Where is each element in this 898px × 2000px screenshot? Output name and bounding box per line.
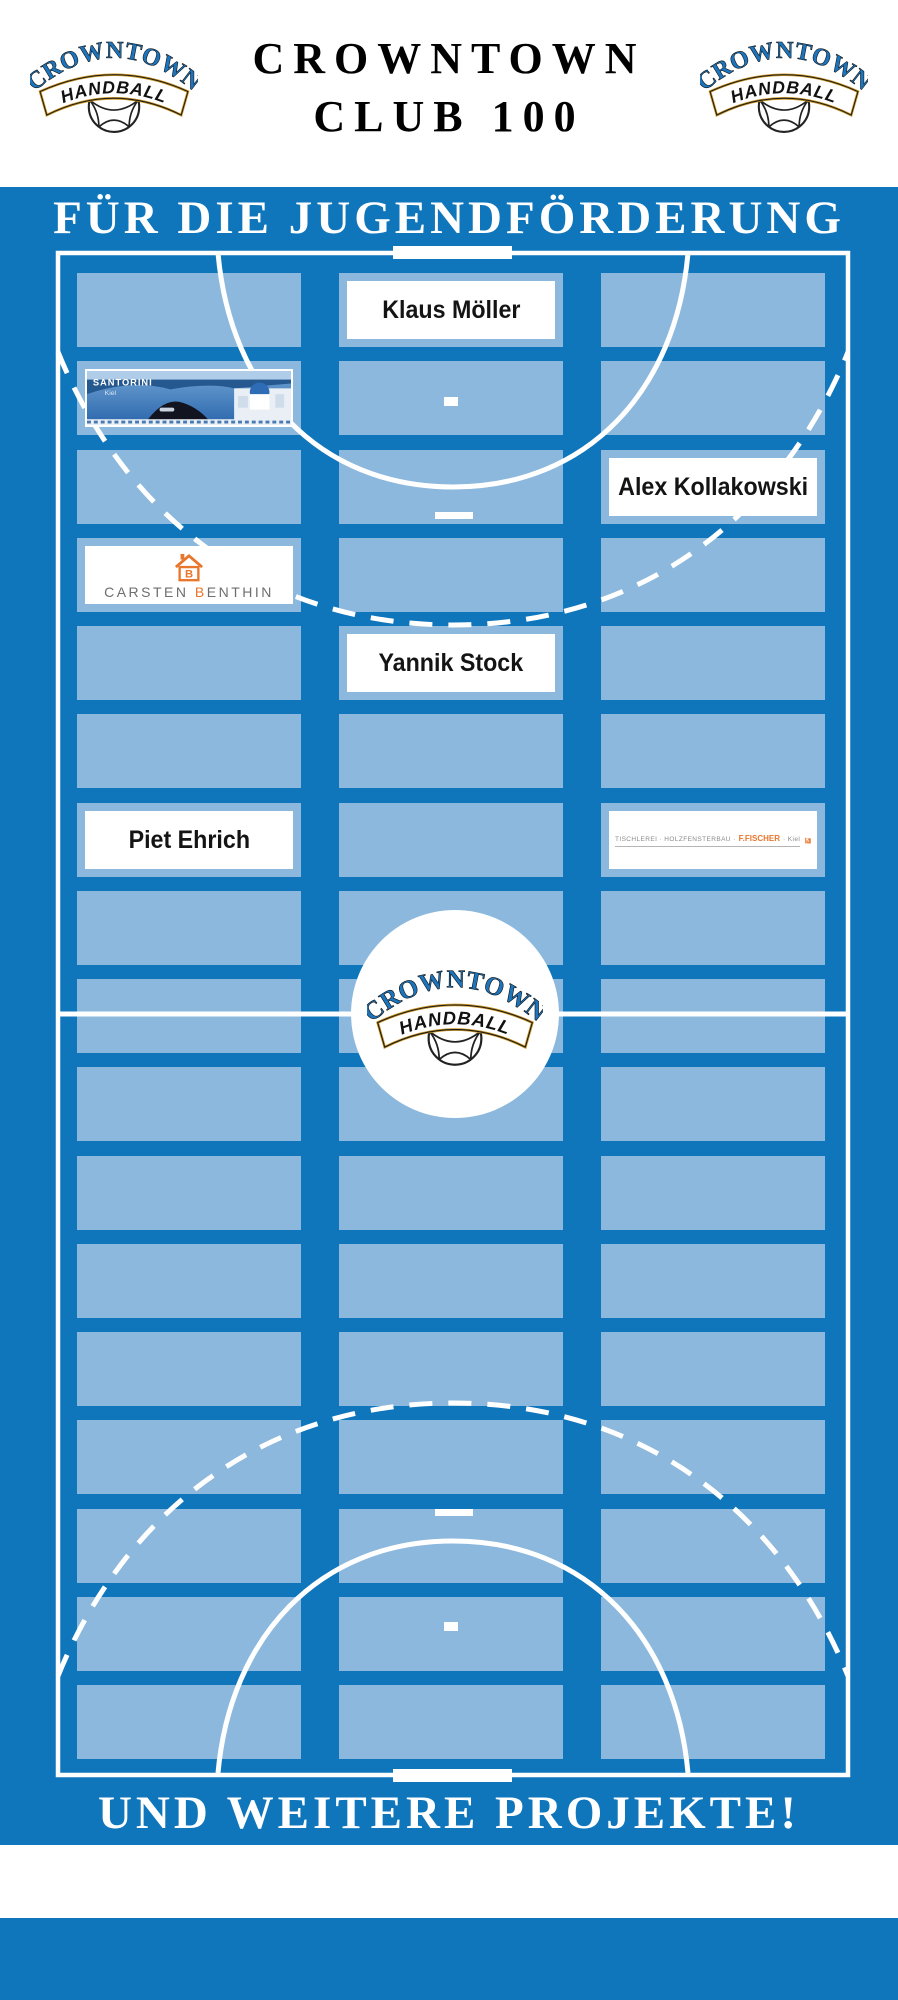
sponsor-klaus-moeller: [347, 281, 555, 339]
santorini-logo-image: [87, 371, 291, 425]
crowntown-handball-logo-left: [30, 26, 198, 137]
sponsor-alex-kollakowski: [609, 458, 817, 516]
sponsor-name: Alex Kollakowski: [618, 472, 808, 501]
banner-top: FÜR DIE JUGENDFÖRDERUNG: [53, 192, 845, 244]
sponsor-piet-ehrich: [85, 811, 293, 869]
page-title-line2: CLUB 100: [313, 92, 585, 141]
sponsor-santorini-kiel: [85, 369, 293, 427]
svg-text:SANTORINI: SANTORINI: [92, 377, 153, 388]
crowntown-handball-logo-right: [700, 26, 868, 137]
benthin-house-icon: [172, 553, 206, 583]
fischer-wordmark: TISCHLEREI · HOLZFENSTERBAU · F.FISCHER · Kiel: [615, 834, 800, 847]
fischer-logo-icon: [805, 825, 811, 856]
sponsor-name: Yannik Stock: [378, 648, 524, 677]
sponsor-name: Piet Ehrich: [128, 825, 250, 854]
banner-bottom: UND WEITERE PROJEKTE!: [97, 1787, 801, 1839]
sponsor-f-fischer: [609, 811, 817, 869]
page-title-line1: CROWNTOWN: [252, 34, 646, 83]
sponsor-yannik-stock: [347, 634, 555, 692]
sponsor-name: Klaus Möller: [381, 295, 521, 324]
sponsor-carsten-benthin: [85, 546, 293, 604]
crowntown-handball-logo-center: [367, 954, 543, 1070]
benthin-wordmark: CARSTEN BENTHIN: [104, 584, 274, 600]
svg-text:F: F: [807, 839, 810, 844]
svg-text:Kiel: Kiel: [104, 390, 117, 398]
svg-text:B: B: [184, 568, 194, 581]
